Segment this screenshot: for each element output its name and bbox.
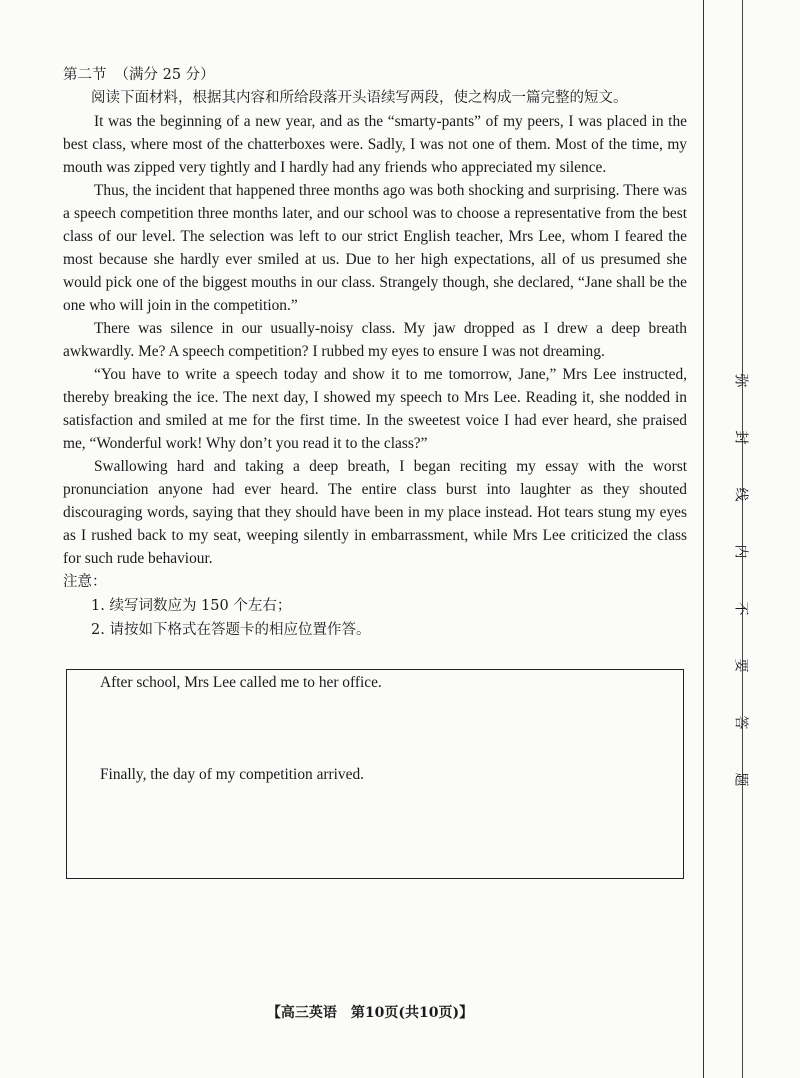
binding-char: 要 xyxy=(732,658,749,673)
note-item: 1. 续写词数应为 150 个左右； xyxy=(91,598,292,614)
binding-char: 内 xyxy=(732,544,749,559)
note-item: 2. 请按如下格式在答题卡的相应位置作答。 xyxy=(91,622,371,638)
continuation-prompt-1: After school, Mrs Lee called me to her office. xyxy=(100,674,382,691)
binding-char: 弥 xyxy=(732,373,749,388)
passage-paragraph-2: Thus, the incident that happened three months ago was both shocking and surprising. There was a speech competition three months later, and our school was to choose a representative from the best class of our level. The selection was left to our strict English teacher, Mrs Lee, whom I feared the most because she hardly ever smiled at us. Due to her high expectations, all of us presumed she would pick one of the biggest mouths in our class. Strangely though, she declared, “Jane shall be the one who will join in the competition.” xyxy=(63,182,687,314)
page-footer: 【高三英语 第10页(共10页)】 xyxy=(266,1005,474,1021)
binding-char: 线 xyxy=(732,487,749,502)
passage-paragraph-1: It was the beginning of a new year, and as the “smarty-pants” of my peers, I was placed in the best class, where most of the chatterboxes were. Sadly, I was not one of them. Most of the time, my mouth was zipped very tightly and I hardly had any friends who appreciated my silence. xyxy=(63,113,687,176)
section-title: 第二节 xyxy=(63,67,107,83)
answer-box[interactable] xyxy=(66,669,684,879)
question-content xyxy=(63,64,687,642)
section-score: （满分 25 分） xyxy=(114,67,215,83)
section-instruction: 阅读下面材料，根据其内容和所给段落开头语续写两段，使之构成一篇完整的短文。 xyxy=(91,90,628,106)
binding-char: 不 xyxy=(732,601,749,616)
passage-paragraph-4: “You have to write a speech today and show it to me tomorrow, Jane,” Mrs Lee instructed, thereby breaking the ice. The next day, I showed my speech to Mrs Lee. Reading it, she nodded in satisfaction and smiled at me for the first time. In the sweetest voice I had ever heard, she praised me, “Wonderful work! Why don’t you read it to the class?” xyxy=(63,366,687,452)
binding-char: 答 xyxy=(732,715,749,730)
passage-paragraph-3: There was silence in our usually-noisy class. My jaw dropped as I drew a deep breath awkwardly. Me? A speech competition? I rubbed my eyes to ensure I was not dreaming. xyxy=(63,320,687,360)
notes-title: 注意： xyxy=(63,574,107,590)
continuation-prompt-2: Finally, the day of my competition arrived. xyxy=(100,766,364,783)
binding-notice xyxy=(708,352,749,808)
section-heading xyxy=(63,64,687,86)
binding-char: 封 xyxy=(732,430,749,445)
passage-paragraph-5: Swallowing hard and taking a deep breath, I began reciting my essay with the worst pronunciation anyone had ever heard. The entire class burst into laughter as they shouted discouraging words, saying that they should have been in my place instead. Hot tears stung my eyes as I rushed back to my seat, weeping silently in embarrassment, while Mrs Lee criticized the class for such rude behaviour. xyxy=(63,458,687,567)
binding-char: 题 xyxy=(732,772,749,787)
